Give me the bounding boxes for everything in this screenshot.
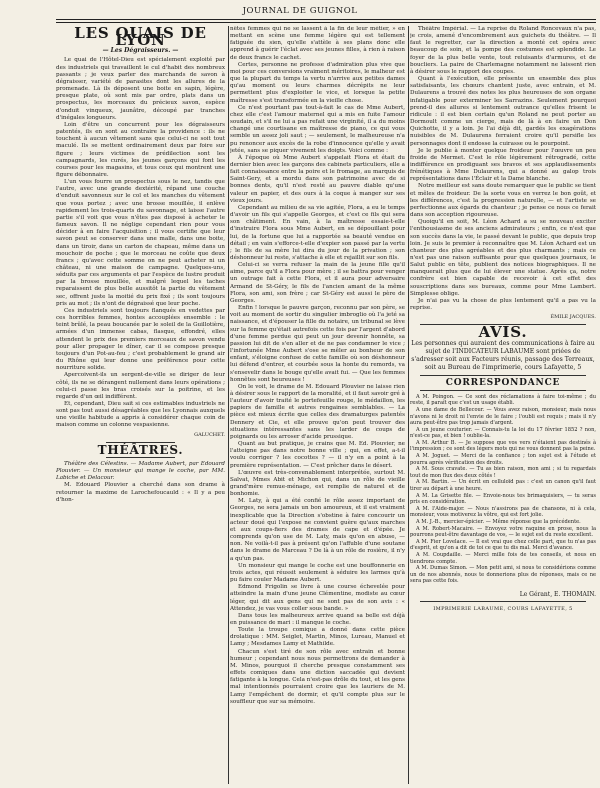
paragraph: Je le publie à monter quelque froideur pour l'œuvre un peu froide de Mermet. C'est le rôle légèrement rétrogradé, cette indifférence en prodiguant ses bravos et ses applaudissements frénétiques à Mme Dulaurens, qui a donné au galop trois représentations dans l'Éclair et la Dame blanche. [410,147,596,183]
paragraph: Cependant au milieu de sa vie agitée, Flora, a eu le temps d'avoir un fils qui s'appelle Georges, et c'est ce fils qui sera son châtiment. En vain, à la maîtresse essaie-t-elle d'instruire Flora sous Mme Aubert, en se dépouillant pour lui, de la fortune que lui a rapportée sa beauté vendue en détail ; en vain s'efforce-t-elle d'expier son passé par la vertu ; le fils de sa mère lui dira du jour de la privation ; son déshonneur lui reste, s'attache à elle et rejaillit sur son fils. [230,204,405,261]
paragraph: Apercoivent-ils un sergent-de-ville se diriger de leur côté, ils ne se dérangent nullement dans leurs opérations ; celui-ci passe les bras croisés sur la poitrine, et les regarde d'un œil indifférent. [56,372,225,400]
correspondence-item: A M. Bartin. — Un écrit en celluloïd pas : c'est un canon qu'il faut tirer au départ à une heure. [410,479,596,493]
paragraph: M. Edouard Plouvier a cherché dans son drame à retourner la maxime de Larochefoucauld : « Il y a peu d'hon- [56,482,225,503]
paragraph: Dans tous les malheureux arrive quand sa belle est déjà en puissance de mari : il manque le coche. [230,612,405,626]
correspondence-item: A M. Arthur B. — Je suppose que vos vers n'étaient pas destinés à l'impression ; ce sont des légers mots qui ne vous donnent pas la peine. [410,439,596,453]
section-title-avis: AVIS. [478,323,528,342]
signature: ÉMILE JACQUES. [550,314,596,321]
paragraph: Certes, personne ne professe d'admiration plus vive que moi pour ces conversions vraiment méritoires, le malheur est que la plupart du temps la vertu n'arrive aux petites dames qu'au moment ou leurs charmes décrépits ne leur permettent plus d'exploiter le vice, et lorsque la petite maîtresse s'est transformée en la vieille chose. [230,61,405,104]
column-divider [408,26,409,784]
paragraph: Edmond Frigolin se livre à une course échevelée pour atteindre la main d'une jeune Clémentine, modiste au cœur léger, qui dit aux gens qui ne sont pas de son avis : « Attendez, je vas vous coller sous bande. » [230,584,405,612]
correspondence-item: A M. Robert-Macaire. — Envoyez votre raquine en prose, nous la pourrons peut-être davantage de vos, — le sujet est du reste excellent. [410,525,596,539]
paragraph: Un monsieur qui mange le coche est une bouffonnerie en trois actes, qui réussit seulement à séduire les larmes qu'à pu faire couler Madame Aubert. [230,562,405,584]
correspondence-item: A un jeune couturier. — Connais-tu la loi du 17 février 1852 ? non, n'est-ce pas, et bien ! oublie-la. [410,426,596,440]
divider [420,390,586,391]
correspondence-item: A M. Dumas Simon. — Mon petit ami, si nous te considérions comme un de nos abonnés, nous te donnerions plus de réponses, mais ce ne sera pas cette fois. [410,565,596,585]
paragraph: Je n'ai pas vu la chose de plus lentement qu'il a pas vu la reprise. [410,297,596,312]
signature: GALUCHET. [194,431,225,438]
correspondence-item: A M. J.-B., mercier-épicier. — Même réponse que la précédente. [416,519,581,525]
paragraph: Toute la troupe comique a donné dans cette pièce drolatique : MM. Seiglet, Martin, Minos, Lureau, Manuel et Lamy ; Mesdames Lamy et Mathilde. [230,627,405,648]
paragraph: Quoiqu'il en soit, M. Léon Achard a su se nouveau exciter l'enthousiasme de ses anciens admirateurs ; enfin, ce n'est que son succès dans la vie, le passé devant le public, que depuis trop loin. Je suis le premier à reconnaître que M. Léon Achard est un chanteur des plus agréables et des plus charmants ; mais ce n'est pas une raison suffisante pour que quelques journaux, le Salut public en tête, publient des notices biographiques. Il ne manquerait plus que de lui élever une statue. Après ça, notre confrère est bien capable de recevoir à cet effet des souscriptions dans ses bureaux, comme pour Mme Lambert. Simplesse oblige. [410,219,596,297]
paragraph: Et, cependant, Dieu sait si ces estimables industriels ne sont pas tout aussi désagréables que les Lyonnais auxquels une vieille habitude a appris à considérer chaque coin de maison comme un colonne vespasienne. [56,400,225,429]
paragraph: Quant au but pratique, je crains que M. Ed. Plouvier, ne l'atteigne pas dans notre bonne ville ; qui, en effet, a-t-il voulu corriger ? les cocottes ? — il n'y en a point à la première représentation. — C'est prêcher dans le désert. [230,441,405,469]
paragraph: Théâtre Impérial. — La reprise du Roland Roncevaux n'a pas, je crois, amené d'encombrement aux guichets du théâtre. — Il faut le regretter, car la direction a monté cet opéra avec beaucoup de soin, et la pompe des costumes est splendide. Le foyer de la plus belle vente, tout reluisants d'armures, et de boucliers. La paire de Charlemagne notamment ne laissent rien à désirer sous le rapport des coupes. [410,26,596,75]
correspondence-item: A M. La Grisette file. — Envoie-nous tes brimaquisiers, — tu seras pris en considération. [410,492,596,506]
paragraph: Loin d'être un concurrent pour les dégraisseurs patentés, ils en sont au contraire la providence : ils ne touchent à aucun vêtement sans que celui-ci ne soit tout maculé. Ils se mettent ordinairement deux par foire sur figure ; leurs victimes de prédilection sont les campagnards, les curés, les jeunes garçons qui font les courses pour les magasins, et tous ceux qui montrent une figure débonnaire. [56,121,225,178]
correspondence-item: A une dame de Bellecour. — Vous avez raison, monsieur, mais nous n'avons ni le droit ni l'envie de le faire ; l'oubli est requis ; mais il n'y aura peut-être pas trop jamais d'argent. [410,406,596,427]
column-left [56,26,225,786]
avis-text: Les personnes qui auraient des communications à faire au sujet de l'INDICATEUR LABAUME sont priées de s'adresser soit aux Facteurs réunis, passage des Terreaux, soit au Bureau de l'imprimerie, cours Lafayette, 5 [411,339,595,371]
paragraph: L'œuvre est très-convenablement interprétée, surtout M. Salvat, Mmes Abit et Michon qui, dans un rôle de vieille grand'mère remue-ménage, est remplie de naturel et de bonhomie. [230,469,405,498]
paragraph: Ces industriels sont toujours flanqués en vedettes par ces horribles femmes, hontes accouplées ensemble : le teint brûlé, la peau boucanée par le soleil de la Guillotière, armées d'un immense cabas, flasque, effondré, elles attendent le prix des premiers morceaux de savon vendu pour aller propager le dîner, car il se compose presque toujours d'un Pot-au-feu ; c'est probablement le grand air du Rhône qui leur donne une préférence pour cette nourriture solide. [56,307,225,372]
paragraph: nêtes femmes qui ne se lassent à la fin de leur métier, » en mettant en scène une femme légère qui est tellement fatiguée du sien, qu'elle s'attèle à ses plans donc elle apprend à guérir l'éclat avec ses jeunes filles, à rien à raison de deux francs le cachet. [230,26,405,61]
gerant-signature: Le Gérant, E. THOMAIN. [519,590,596,598]
section-title-theatres: THÉÂTRES. [97,442,184,457]
column-middle [230,26,405,786]
paragraph: On le voit, le drame de M. Edouard Plouvier ne laisse rien à désirer sous le rapport de la moralité, et il faut savoir gré à l'auteur d'avoir traité le portefeuille rouge, le médaillon, les papiers de famille et autres rengaines semblables. — La pièce est mieux écrite que celles des dramaturges patentés Dennery et Cie, et elle prouve qu'on peut trouver des situations intéressantes sans les larder de coups de poignards ou les arroser d'acide prussique. [230,383,405,440]
divider [420,601,586,602]
paragraph: À l'époque où Mme Aubert s'appelait Flora et était du dernier bien avec les garçons des cabinets particuliers, elle a fait connaissance entre la poire et le fromage, au marquis de Saint-Gery, et a mordu dans son patrimoine avec de si bonnes dents, qu'il n'est resté au pauvre diable qu'une valeur en papier, et des ours à la coque à manger sur ses vieux jours. [230,154,405,204]
divider [106,457,175,458]
column-right [410,26,596,786]
paragraph: Le quai de l'Hôtel-Dieu est spécialement exploité par des industriels qui travaillent le cul d'habit des nombreux passants ; je veux parler des marchands de savon à dégraisser, variété de parasites dont les allures de la promenade. Là ils déposent une boite en sapin, légère, presque plate, où sont mis par ordre, plats dans un prospectus, les morceaux du précieux savon, espèce d'onduit vinqueux, jaunâtre, découpé par tranches d'inégales longueurs. [56,57,225,121]
correspondence-item: A M. l'Aide-major. — Nous n'assirons pas de chansons, ni à cela, monsieur, vous motiverez la vôtre, qui est fort jolie. [410,505,596,519]
paragraph: Notre meilleur est sans doute remarquer que le public se tient et mêles de froideur. De la sorte vous en verrez le bon goût, et les différences, c'est la progression naturelle, — et l'artiste se perfectionne aux égards du chanteur ; je pense ce nous ce ferait dans son acception rigoureuse. [410,183,596,219]
correspondence-item: A M. Sous cravate. — Tu as bien raison, mon ami ; si tu regardais tout de mon flux des deux côtés ! [410,466,596,479]
correspondence-item: A M. Fier Lovelace. — Il est vrai que chez celle part, que tu n'as pas d'esprit, et qu'on a dit de toi ce que tu dis mal. Merci d'avance. [410,538,596,552]
running-head: JOURNAL DE GUIGNOL [242,6,358,16]
subsection-title: — Les Dégraisseurs. — [102,47,179,55]
paragraph: L'un vous fourre un prospectus sous le nez, tandis que l'autre, avec une grande dextérité, répand une couche d'enduit savonneux sur le col et les manches du vêtement que vous portez ; avec une brosse mouillée, il enlève rapidement les trois-quarts du savonnage, et laisse l'autre partie s'il voit que vous n'êtes pas disposé à acheter le fameux savon. Il ne néglige cependant rien pour vous décider à en faire l'acquisition ; il vous certifie que leur savon peut se conserver dans une malle, dans une boite, dans un tiroir, dans un carton de chapeau, même dans un mouchoir de poche ; que le morceau ne coûte que deux francs ; qu'avec cette somme on ne peut acheter ni un château, ni une maison de campagne. Quelques-uns, séduits par ces arguments et par l'espèce de lustre produit par la brosse mouillée, et malgré lequel les taches reparaissent de plus belle aussitôt la partie du vêtement sec, offrent juste la moitié du prix fixé ; ils sont toujours pris au mot ; ils n'ont de dégraissé que leur poche. [56,179,225,307]
section-title-correspondance: CORRESPONDANCE [445,377,561,388]
correspondence-item: A M. Poingon. — Ce sont des réclamations à faire toi-même ; du reste, il paraît que c'est un usage établi. [410,393,596,407]
paragraph: M. Laty, à qui a été confié le rôle assez important de Georges, ne sera jamais un bon amoureux, et il est vraiment inexplicable que la Direction s'obstine à faire concourir un acteur doué qui l'expose ne convient guère qu'aux marches et aux coups-fiers des drames de cape et d'épée. Je comprends qu'on use de M. Laty, mais qu'on en abuse, — non. Ne voilà-t-il pas à présent qu'on l'affuble d'une soutane dans le drame de Marceau ? De là à un rôle de rosière, il n'y a qu'un pas. [230,498,405,562]
paragraph: Celui-ci se verra refuser la main de la jeune fille qu'il aime, parce qu'il a Flora pour mère ; il se battra pour venger un outrage fait à cette Flora, et il aura pour adversaire Armand de St-Géry, le fils de l'ancien amant de la même Flora, son ami, son frère ; car St-Géry est aussi le père de Georges. [230,262,405,304]
theatres-subtitle: Théâtre des Célestins. — Madame Aubert, par Edouard Plouvier. — Un monsieur qui mange le coche, par MM. Labiche et Delacour. [56,460,225,482]
section-title-quais: LES QUAIS DE LYON [74,26,207,50]
paragraph: Quant à l'exécution, elle présente un ensemble des plus satisfaisants, les chœurs chantent juste, avec entrain, et M. Dulaurens a trouvé des notes les plus heureuses de son organe infatigable pour exterminer les Sarrazins. Seulement pourquoi prend-il des allures si lentement outrance qu'elles frisent le ridicule : il est bien certain qu'un Roland ne peut porter au Dormoult comme un cierge, mais de là à en faire un Don Quichotte, il y a loin. Je l'ai déjà dit, gardés les exagérations nuisibles de M. Dulaurens ferraient croire qu'il persifle les personnages dont il endosse la cuirasse ou le pourpoint. [410,76,596,147]
paragraph: Ce n'est pourtant pas tout-à-fait le cas de Mme Aubert, chez elle c'est l'amour maternel qui a mis en fuite l'amour soudain, et s'il ne lui a pas refait une virginité, il a du moins changé une courtisane en maîtresse de piano, ce qui vous semble un assez joli saut ; — seulement, le malheureuse n'a pu renoncer aux excès de la robe d'innocence qu'elle y avait jetée, sans se piquer vivement les doigts. Voici comme : [230,104,405,154]
paragraph: Enfin ! lorsque le pauvre garçon, reconnu par son père, se voit au moment de sortir du singulier imbroglio où l'a jeté sa naissance, et d'épouser la fille du notaire, un tribunal se lève sur la femme qu'était autrefois cette fois par l'argent d'abord d'une femme perdue qui peut un jour devenir honnête, sa passion lui dit de s'en aller et de ne pas condamner le vice ; l'infortunée Mme Aubert s'ose se mêler au bonheur de son enfant, s'éloigne confuse de cette famille où son déshonneur lui défend d'entrer, et courbée sous la honte du remords, va s'ensevelir dans le bouge qu'elle avait fui. — Que les femmes honnêtes sont heureuses ! [230,305,405,383]
correspondence-item: A M. Coupdaille. — Merci mille fois de tes conseils, et nous en tiendrons compte. [410,551,596,565]
correspondence-item: A M. Joguet. — Merci de la confiance ; ton sujet est à l'étude et pourra après vérification des droits. [410,453,596,466]
column-divider [228,26,229,784]
imprint-line: IMPRIMERIE LABAUME, COURS LAFAYETTE, 5 [433,606,573,613]
header-rule-double [56,22,596,23]
paragraph: Chacun s'est tiré de son rôle avec entrain et bonne humeur ; cependant nous nous permettrons de demander à M. Minos, pourquoi il cherche presque constamment ses effets comiques dans une diction saccadée qui devient fatigante à la longue. Cela n'est-pas drôle du tout, et les gens mal intentionnés pourraient croire que les lauriers de M. Lamy l'empêchent de dormir, et qu'il compte plus sur le souffleur que sur sa mémoire. [230,648,405,705]
divider [420,375,586,376]
header-rule [56,19,596,20]
